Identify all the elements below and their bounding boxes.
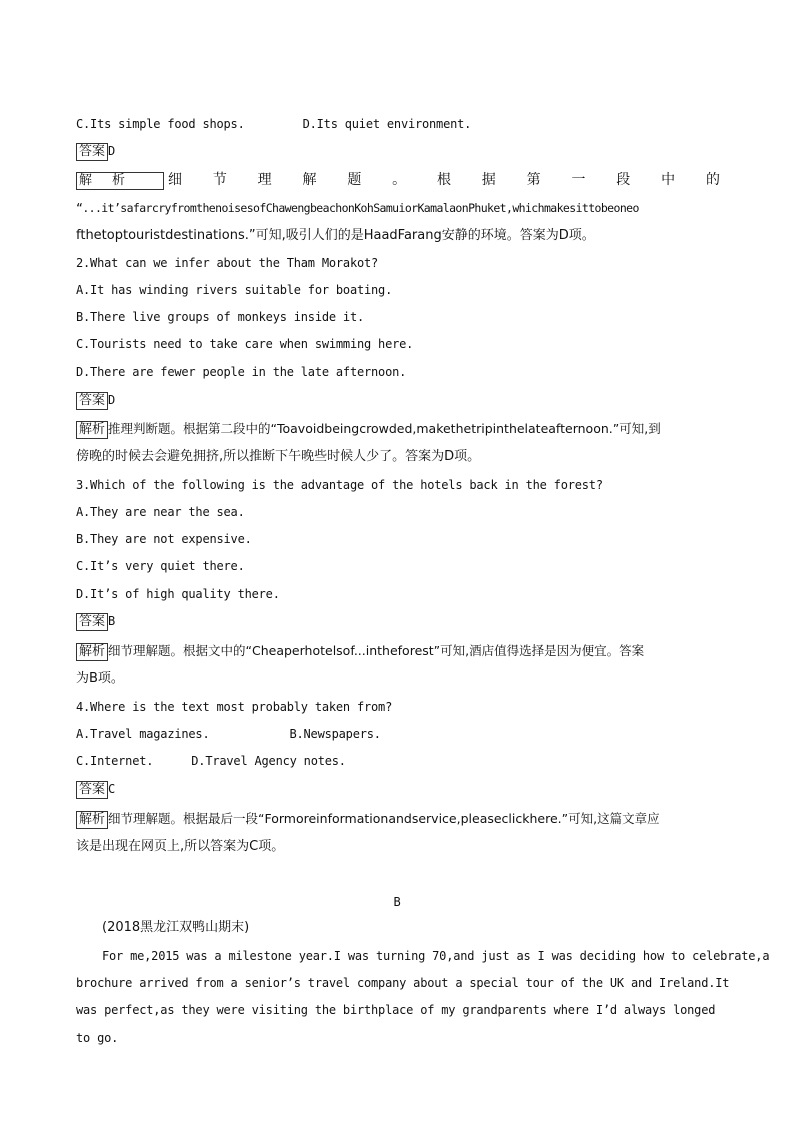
- q3-option-d: D.It’s of high quality there.: [76, 587, 280, 601]
- analysis-text: 细节理解题。根据最后一段“Formoreinformationandservice,pleaseclickhere.”可知,这篇文章应: [108, 811, 660, 826]
- analysis-char: 节: [212, 172, 227, 188]
- q2-analysis-line1: [76, 420, 661, 439]
- q4-analysis-line1: [76, 810, 660, 829]
- q4-options-ab: [76, 725, 381, 743]
- q4-option-b: B.Newspapers.: [289, 727, 381, 741]
- passage-line3: was perfect,as they were visiting the birthplace of my grandparents where I’d always longed: [76, 1003, 716, 1017]
- analysis-char: 据: [481, 172, 496, 188]
- answer-value: D: [108, 144, 116, 158]
- answer-value: C: [108, 782, 116, 796]
- analysis-char: 第: [526, 172, 541, 188]
- q1-option-d: D.Its quiet environment.: [302, 117, 472, 131]
- analysis-text: 推理判断题。根据第二段中的“Toavoidbeingcrowded,makethetripinthelateafternoon.”可知,到: [108, 421, 661, 436]
- q1-analysis-line2: “...it’safarcryfromthenoisesofChawengbeachonKohSamuiorKamalaonPhuket,whichmakesittobeoneo: [76, 201, 639, 215]
- q4-question: 4.Where is the text most probably taken from?: [76, 700, 393, 714]
- analysis-char: 一: [571, 172, 586, 188]
- q4-analysis-line2: 该是出现在网页上,所以答案为C项。: [76, 839, 285, 854]
- analysis-char: 题: [347, 172, 362, 188]
- analysis-char: 理: [257, 172, 272, 188]
- q3-option-c: C.It’s very quiet there.: [76, 559, 245, 573]
- analysis-label: 解析: [76, 811, 108, 829]
- q1-option-c: C.Its simple food shops.: [76, 117, 245, 131]
- q3-option-a: A.They are near the sea.: [76, 505, 245, 519]
- answer-label: 答案: [76, 613, 108, 631]
- answer-label: 答案: [76, 392, 108, 410]
- passage-line2: brochure arrived from a senior’s travel company about a special tour of the UK and Ireland.It: [76, 976, 730, 990]
- analysis-label: 解析: [76, 643, 108, 661]
- q1-options: [76, 115, 471, 133]
- analysis-char: 的: [705, 172, 720, 188]
- q2-analysis-line2: 傍晚的时候去会避免拥挤,所以推断下午晚些时候人少了。答案为D项。: [76, 449, 481, 464]
- q4-answer: [76, 780, 115, 799]
- q1-answer: [76, 142, 115, 161]
- q3-option-b: B.They are not expensive.: [76, 532, 252, 546]
- passage-line1: For me,2015 was a milestone year.I was turning 70,and just as I was deciding how to celebrate,a: [102, 949, 770, 963]
- passage-line4: to go.: [76, 1031, 119, 1045]
- passage-source: (2018黑龙江双鸭山期末): [102, 920, 250, 935]
- analysis-text: 细节理解题。根据文中的“Cheaperhotelsof...intheforest”可知,酒店值得选择是因为便宜。答案: [108, 643, 645, 658]
- answer-label: 答案: [76, 781, 108, 799]
- analysis-char: 段: [616, 172, 631, 188]
- answer-value: D: [108, 393, 116, 407]
- analysis-char: 细: [168, 172, 182, 188]
- analysis-char: 中: [661, 172, 676, 188]
- q1-analysis-label-row: [76, 171, 166, 190]
- analysis-char: 。: [392, 172, 407, 188]
- q1-analysis-line1: [168, 171, 720, 189]
- q2-option-b: B.There live groups of monkeys inside it.: [76, 310, 365, 324]
- q3-analysis-line1: [76, 642, 644, 661]
- analysis-char: 解: [302, 172, 317, 188]
- q1-analysis-line3: fthetoptouristdestinations.”可知,吸引人们的是HaadFarang安静的环境。答案为D项。: [76, 228, 595, 243]
- q2-option-a: A.It has winding rivers suitable for boating.: [76, 283, 393, 297]
- analysis-label: 解析: [76, 172, 164, 190]
- q3-question: 3.Which of the following is the advantage of the hotels back in the forest?: [76, 478, 603, 492]
- answer-value: B: [108, 614, 116, 628]
- q2-answer: [76, 391, 115, 410]
- q2-question: 2.What can we infer about the Tham Morakot?: [76, 256, 379, 270]
- q3-analysis-line2: 为B项。: [76, 671, 124, 686]
- analysis-label: 解析: [76, 421, 108, 439]
- q4-option-d: D.Travel Agency notes.: [191, 754, 346, 768]
- q2-option-d: D.There are fewer people in the late afternoon.: [76, 365, 407, 379]
- q2-option-c: C.Tourists need to take care when swimming here.: [76, 337, 414, 351]
- q3-answer: [76, 612, 115, 631]
- section-heading: B: [393, 895, 401, 909]
- q4-options-cd: [76, 752, 346, 770]
- q4-option-c: C.Internet.: [76, 754, 154, 768]
- analysis-char: 根: [436, 172, 451, 188]
- answer-label: 答案: [76, 143, 108, 161]
- q4-option-a: A.Travel magazines.: [76, 727, 210, 741]
